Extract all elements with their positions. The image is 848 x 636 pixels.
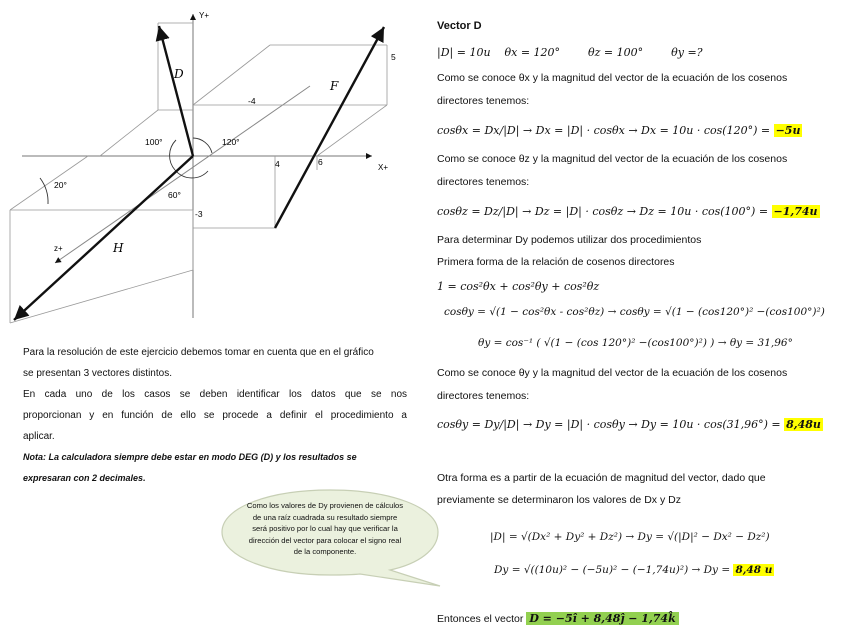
label-tick-minus3: -3 bbox=[195, 209, 203, 219]
paragraph-1-line-1: Para la resolución de este ejercicio debemos tomar en cuenta que en el gráfico bbox=[23, 347, 374, 358]
vector-f-arrow bbox=[275, 27, 384, 228]
final-vector-line bbox=[437, 612, 679, 625]
note-line-1: Nota: La calculadora siempre debe estar en modo DEG (D) y los resultados se bbox=[23, 452, 357, 462]
bubble-line-4: dirección del vector para colocar el signo real bbox=[248, 535, 402, 545]
equation-magnitude: |D| = √(Dx² + Dy² + Dz²) → Dy = √(|D|² − Dx² − Dz²) bbox=[490, 531, 770, 543]
result-dy-magnitude: 8,48 u bbox=[735, 564, 773, 576]
label-z-axis: z+ bbox=[54, 244, 63, 253]
note-line-2: expresaran con 2 decimales. bbox=[23, 473, 146, 483]
vector-d-arrow bbox=[159, 26, 193, 156]
other-way-line-1: Otra forma es a partir de la ecuación de magnitud del vector, dado que bbox=[437, 472, 766, 484]
label-vector-d: D bbox=[174, 67, 184, 81]
label-tick-4: 4 bbox=[275, 159, 280, 169]
bubble-line-5: de la componente. bbox=[293, 547, 357, 556]
angle-arc-100 bbox=[170, 140, 176, 170]
label-angle-60: 60° bbox=[168, 190, 181, 200]
result-dy: 8,48u bbox=[786, 418, 821, 431]
equation-dz bbox=[437, 205, 820, 218]
equation-dx bbox=[437, 124, 802, 137]
final-label: Entonces el vector bbox=[437, 613, 524, 625]
equation-dy bbox=[437, 418, 823, 431]
label-angle-100: 100° bbox=[145, 137, 163, 147]
equation-dy-text: cosθy = Dy/|D| → Dy = |D| · cosθy → Dy = 10u · cos(31,96°) = bbox=[437, 418, 781, 431]
intro-1-line-1: Como se conoce θx y la magnitud del vector de la ecuación de los cosenos bbox=[437, 72, 788, 84]
intro-1-line-2: directores tenemos: bbox=[437, 95, 530, 107]
label-vector-f: F bbox=[330, 79, 339, 93]
explanation-text bbox=[23, 342, 407, 489]
bubble-line-1: Como los valores de Dy provienen de cálculos bbox=[246, 501, 404, 510]
bubble-line-2: de una raíz cuadrada su resultado siempre bbox=[252, 512, 398, 522]
label-vector-h: H bbox=[113, 241, 124, 255]
equation-cos-theta-y: cosθy = √(1 − cos²θx - cos²θz) → cosθy = √(1 − (cos120°)² −(cos100°)²) bbox=[444, 306, 825, 318]
intro-2-line-2: directores tenemos: bbox=[437, 176, 530, 188]
cosine-identity: 1 = cos²θx + cos²θy + cos²θz bbox=[437, 280, 600, 293]
label-angle-120: 120° bbox=[222, 137, 240, 147]
label-tick-5: 5 bbox=[391, 52, 396, 62]
paragraph-2-line-3: aplicar. bbox=[23, 431, 55, 442]
intro-3-line-2: directores tenemos: bbox=[437, 390, 530, 402]
vector-diagram bbox=[0, 0, 420, 340]
result-dx: −5u bbox=[775, 124, 801, 137]
equation-dy-magnitude bbox=[494, 564, 774, 576]
equation-dy-magnitude-text: Dy = √((10u)² − (−5u)² − (−1,74u)²) → Dy = bbox=[494, 564, 731, 576]
equation-dx-text: cosθx = Dx/|D| → Dx = |D| · cosθx → Dx = 10u · cos(120°) = bbox=[437, 124, 771, 137]
paragraph-1-line-2: se presentan 3 vectores distintos. bbox=[23, 368, 172, 379]
angle-arc-120 bbox=[193, 138, 212, 153]
paragraph-2-line-2: proporcionan y en función de ello se procede a definir el procedimiento a bbox=[23, 410, 407, 421]
label-x-axis: X+ bbox=[378, 163, 389, 172]
label-angle-20: 20° bbox=[54, 180, 67, 190]
label-y-axis: Y+ bbox=[199, 11, 210, 20]
intro-3-line-1: Como se conoce θy y la magnitud del vector de la ecuación de los cosenos bbox=[437, 367, 788, 379]
equation-dz-text: cosθz = Dz/|D| → Dz = |D| · cosθz → Dz = 10u · cos(100°) = bbox=[437, 205, 769, 218]
bubble-line-3: será positivo por lo cual hay que verificar la bbox=[252, 524, 398, 533]
angle-arc-20 bbox=[40, 178, 48, 204]
vector-h-arrow bbox=[14, 156, 193, 320]
intro-2-line-1: Como se conoce θz y la magnitud del vector de la ecuación de los cosenos bbox=[437, 153, 788, 165]
bubble-text bbox=[245, 500, 405, 558]
paragraph-2-line-1: En cada uno de los casos se deben identificar los datos que se nos bbox=[23, 389, 407, 400]
final-vector: D = −5î + 8,48ĵ − 1,74k̂ bbox=[526, 612, 678, 625]
first-way: Primera forma de la relación de cosenos directores bbox=[437, 256, 675, 268]
result-dz: −1,74u bbox=[773, 205, 818, 218]
label-tick-6: 6 bbox=[318, 157, 323, 167]
equation-theta-y: θy = cos⁻¹ ( √(1 − (cos 120°)² −(cos100°)²) ) → θy = 31,96° bbox=[478, 337, 793, 349]
givens-line: |D| = 10u θx = 120° θz = 100° θy =? bbox=[437, 46, 703, 59]
determine-dy: Para determinar Dy podemos utilizar dos procedimientos bbox=[437, 234, 702, 246]
section-title: Vector D bbox=[437, 20, 482, 32]
other-way-line-2: previamente se determinaron los valores de Dx y Dz bbox=[437, 494, 681, 506]
label-tick-minus4: -4 bbox=[248, 96, 256, 106]
